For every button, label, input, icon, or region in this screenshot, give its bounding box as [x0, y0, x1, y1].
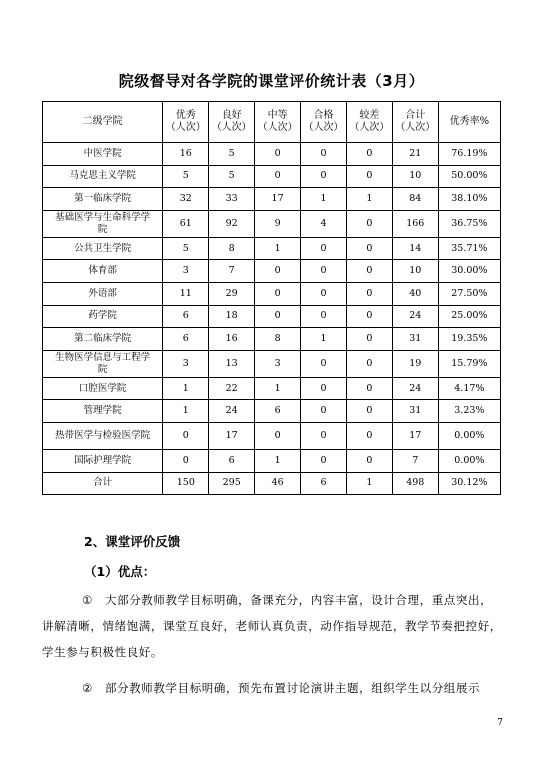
- table-row: [43, 237, 501, 260]
- value-cell: 0: [255, 143, 301, 166]
- value-cell: 0: [346, 165, 392, 188]
- table-row: [43, 328, 501, 351]
- table-row: [43, 165, 501, 188]
- value-cell: 6: [163, 305, 209, 328]
- header-cell: 良好 （人次）: [209, 102, 255, 143]
- value-cell: 0: [346, 377, 392, 400]
- value-cell: 150: [163, 472, 209, 495]
- college-name-cell: 国际护理学院: [43, 449, 163, 472]
- value-cell: 4: [301, 210, 347, 237]
- value-cell: 30.12%: [438, 472, 500, 495]
- college-name-cell: 公共卫生学院: [43, 237, 163, 260]
- value-cell: 7: [209, 260, 255, 283]
- value-cell: 0: [163, 449, 209, 472]
- value-cell: 19.35%: [438, 328, 500, 351]
- table-row: [43, 422, 501, 449]
- table-header-row: [43, 102, 501, 143]
- paragraph: ② 部分教师教学目标明确，预先布置讨论演讲主题，组织学生以分组展示: [82, 681, 481, 695]
- header-cell: 合格 （人次）: [301, 102, 347, 143]
- value-cell: 1: [346, 472, 392, 495]
- value-cell: 0: [346, 260, 392, 283]
- value-cell: 1: [163, 377, 209, 400]
- value-cell: 33: [209, 188, 255, 211]
- value-cell: 0: [346, 237, 392, 260]
- value-cell: 0: [346, 282, 392, 305]
- value-cell: 0: [301, 143, 347, 166]
- value-cell: 0: [301, 400, 347, 423]
- value-cell: 0: [346, 449, 392, 472]
- table-row: [43, 449, 501, 472]
- header-cell: 二级学院: [43, 102, 163, 143]
- value-cell: 1: [163, 400, 209, 423]
- page-number: 7: [497, 718, 503, 728]
- value-cell: 0: [301, 449, 347, 472]
- value-cell: 5: [209, 143, 255, 166]
- table-row: [43, 188, 501, 211]
- value-cell: 17: [255, 188, 301, 211]
- value-cell: 46: [255, 472, 301, 495]
- value-cell: 7: [392, 449, 438, 472]
- value-cell: 16: [163, 143, 209, 166]
- value-cell: 30.00%: [438, 260, 500, 283]
- value-cell: 76.19%: [438, 143, 500, 166]
- value-cell: 10: [392, 165, 438, 188]
- value-cell: 1: [255, 449, 301, 472]
- table-row: [43, 377, 501, 400]
- value-cell: 9: [255, 210, 301, 237]
- college-name-cell: 管理学院: [43, 400, 163, 423]
- value-cell: 24: [392, 305, 438, 328]
- value-cell: 0: [255, 282, 301, 305]
- value-cell: 1: [255, 377, 301, 400]
- value-cell: 0: [163, 422, 209, 449]
- value-cell: 8: [255, 328, 301, 351]
- value-cell: 11: [163, 282, 209, 305]
- college-name-cell: 中医学院: [43, 143, 163, 166]
- header-cell: 优秀 （人次）: [163, 102, 209, 143]
- value-cell: 10: [392, 260, 438, 283]
- value-cell: 0: [255, 422, 301, 449]
- value-cell: 84: [392, 188, 438, 211]
- college-name-cell: 外语部: [43, 282, 163, 305]
- value-cell: 92: [209, 210, 255, 237]
- value-cell: 0: [301, 282, 347, 305]
- value-cell: 0: [346, 210, 392, 237]
- section-subheading: （1）优点：: [84, 564, 156, 579]
- value-cell: 0: [301, 350, 347, 377]
- college-name-cell: 基础医学与生命科学学院: [43, 210, 163, 237]
- value-cell: 21: [392, 143, 438, 166]
- value-cell: 1: [346, 188, 392, 211]
- value-cell: 61: [163, 210, 209, 237]
- value-cell: 0: [255, 305, 301, 328]
- table-row: [43, 210, 501, 237]
- college-name-cell: 第一临床学院: [43, 188, 163, 211]
- value-cell: 0: [346, 422, 392, 449]
- value-cell: 22: [209, 377, 255, 400]
- value-cell: 50.00%: [438, 165, 500, 188]
- value-cell: 24: [209, 400, 255, 423]
- table-row: [43, 305, 501, 328]
- value-cell: 3: [163, 260, 209, 283]
- header-cell: 合计 （人次）: [392, 102, 438, 143]
- table-row: [43, 350, 501, 377]
- value-cell: 0.00%: [438, 449, 500, 472]
- value-cell: 3: [163, 350, 209, 377]
- table-row: [43, 143, 501, 166]
- value-cell: 4.17%: [438, 377, 500, 400]
- value-cell: 166: [392, 210, 438, 237]
- value-cell: 6: [301, 472, 347, 495]
- college-name-cell: 体育部: [43, 260, 163, 283]
- value-cell: 295: [209, 472, 255, 495]
- value-cell: 17: [209, 422, 255, 449]
- value-cell: 13: [209, 350, 255, 377]
- header-cell: 较差 （人次）: [346, 102, 392, 143]
- value-cell: 0: [301, 422, 347, 449]
- value-cell: 0: [346, 400, 392, 423]
- value-cell: 0: [301, 237, 347, 260]
- value-cell: 0: [301, 377, 347, 400]
- value-cell: 29: [209, 282, 255, 305]
- table-row: [43, 260, 501, 283]
- value-cell: 36.75%: [438, 210, 500, 237]
- value-cell: 40: [392, 282, 438, 305]
- table-body: [43, 143, 501, 495]
- value-cell: 31: [392, 400, 438, 423]
- value-cell: 1: [301, 328, 347, 351]
- value-cell: 8: [209, 237, 255, 260]
- value-cell: 1: [255, 237, 301, 260]
- value-cell: 25.00%: [438, 305, 500, 328]
- college-name-cell: 热带医学与检验医学院: [43, 422, 163, 449]
- value-cell: 35.71%: [438, 237, 500, 260]
- value-cell: 0: [255, 165, 301, 188]
- value-cell: 0: [346, 143, 392, 166]
- college-name-cell: 口腔医学院: [43, 377, 163, 400]
- value-cell: 0: [346, 350, 392, 377]
- value-cell: 0.00%: [438, 422, 500, 449]
- value-cell: 0: [255, 260, 301, 283]
- paragraph: ① 大部分教师教学目标明确，备课充分，内容丰富，设计合理，重点突出，讲解清晰，情绪饱满，课堂互良好，老师认真负责，动作指导规范，教学节奏把控好，学生参与积极性良好。: [42, 593, 502, 659]
- value-cell: 5: [209, 165, 255, 188]
- college-name-cell: 生物医学信息与工程学院: [43, 350, 163, 377]
- table-row: [43, 400, 501, 423]
- value-cell: 6: [163, 328, 209, 351]
- value-cell: 17: [392, 422, 438, 449]
- college-name-cell: 第二临床学院: [43, 328, 163, 351]
- value-cell: 18: [209, 305, 255, 328]
- value-cell: 16: [209, 328, 255, 351]
- value-cell: 27.50%: [438, 282, 500, 305]
- value-cell: 38.10%: [438, 188, 500, 211]
- value-cell: 15.79%: [438, 350, 500, 377]
- value-cell: 32: [163, 188, 209, 211]
- value-cell: 19: [392, 350, 438, 377]
- evaluation-table: [42, 101, 501, 495]
- college-name-cell: 药学院: [43, 305, 163, 328]
- value-cell: 6: [209, 449, 255, 472]
- value-cell: 0: [301, 165, 347, 188]
- value-cell: 0: [346, 305, 392, 328]
- value-cell: 1: [301, 188, 347, 211]
- value-cell: 6: [255, 400, 301, 423]
- value-cell: 14: [392, 237, 438, 260]
- header-cell: 中等 （人次）: [255, 102, 301, 143]
- table-row: [43, 472, 501, 495]
- college-name-cell: 合计: [43, 472, 163, 495]
- value-cell: 498: [392, 472, 438, 495]
- value-cell: 3.23%: [438, 400, 500, 423]
- header-cell: 优秀率%: [438, 102, 500, 143]
- page-title: 院级督导对各学院的课堂评价统计表（3月）: [118, 72, 425, 90]
- value-cell: 5: [163, 165, 209, 188]
- college-name-cell: 马克思主义学院: [43, 165, 163, 188]
- value-cell: 0: [301, 305, 347, 328]
- value-cell: 24: [392, 377, 438, 400]
- value-cell: 0: [346, 328, 392, 351]
- value-cell: 31: [392, 328, 438, 351]
- table-row: [43, 282, 501, 305]
- value-cell: 5: [163, 237, 209, 260]
- value-cell: 0: [301, 260, 347, 283]
- value-cell: 3: [255, 350, 301, 377]
- section-heading: 2、课堂评价反馈: [84, 534, 181, 549]
